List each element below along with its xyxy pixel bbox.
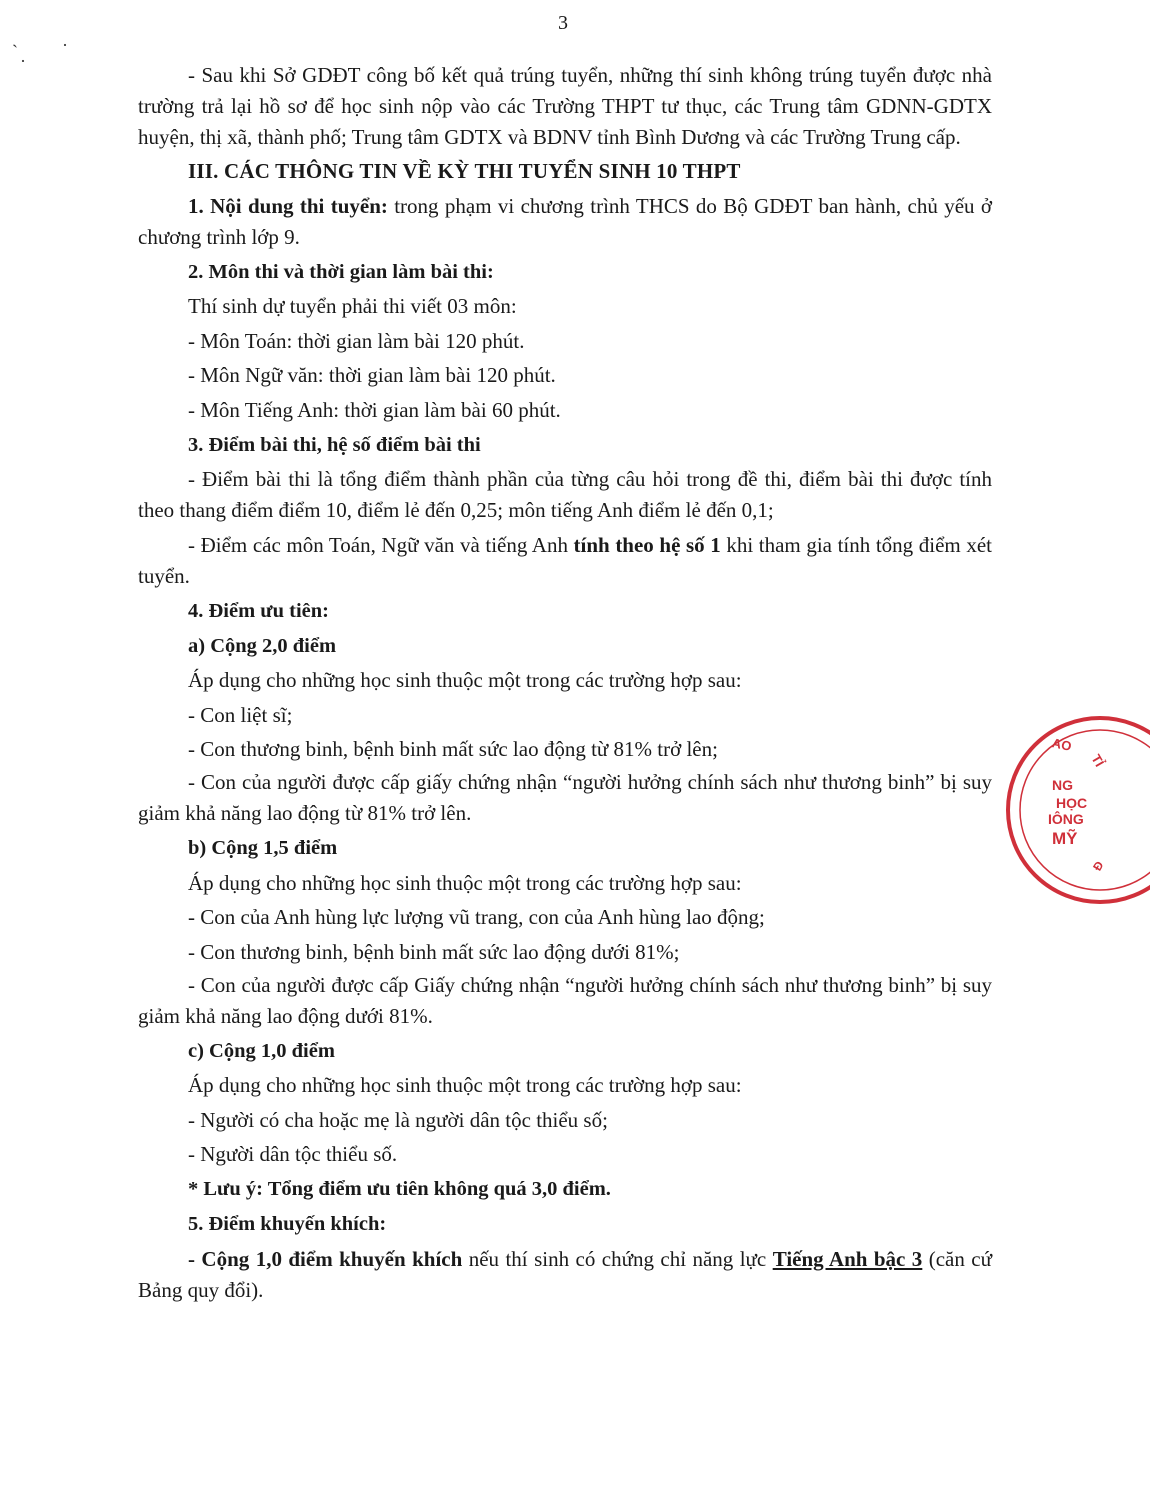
priority-2-intro: Áp dụng cho những học sinh thuộc một trong các trường hợp sau: xyxy=(188,668,742,692)
list-item-literature: - Môn Ngữ văn: thời gian làm bài 120 phút. xyxy=(188,363,556,387)
priority-1-title: c) Cộng 1,0 điểm xyxy=(188,1039,335,1062)
encouragement-text: nếu thí sinh có chứng chỉ năng lực xyxy=(462,1246,773,1271)
exam-subjects-title: 2. Môn thi và thời gian làm bài thi: xyxy=(188,260,494,283)
section-3-title: III. CÁC THÔNG TIN VỀ KỲ THI TUYỂN SINH 10 THPT xyxy=(188,159,741,183)
priority-1-intro: Áp dụng cho những học sinh thuộc một trong các trường hợp sau: xyxy=(188,1073,742,1097)
scan-mark: ˴ xyxy=(12,33,18,53)
list-item: - Con của người được cấp giấy chứng nhận “người hưởng chính sách như thương binh” bị suy giảm khả năng lao động từ 81% trở lên. xyxy=(138,770,992,825)
list-item: - Con liệt sĩ; xyxy=(188,702,293,727)
seal-line-4: MỸ xyxy=(1052,829,1078,848)
exam-content-paragraph xyxy=(138,191,992,253)
list-item-math: - Môn Toán: thời gian làm bài 120 phút. xyxy=(188,328,525,353)
list-item: - Con của Anh hùng lực lượng vũ trang, con của Anh hùng lao động; xyxy=(188,905,765,929)
list-item: - Người dân tộc thiểu số. xyxy=(188,1142,398,1166)
english-level-3: Tiếng Anh bậc 3 xyxy=(772,1246,923,1271)
list-item: - Con thương binh, bệnh binh mất sức lao động dưới 81%; xyxy=(188,939,680,964)
seal-line-1: NG xyxy=(1052,777,1073,793)
priority-points-title: 4. Điểm ưu tiên: xyxy=(188,599,329,622)
encouragement-points-title: 5. Điểm khuyến khích: xyxy=(188,1213,387,1235)
exam-subjects-intro: Thí sinh dự tuyển phải thi viết 03 môn: xyxy=(188,294,517,318)
priority-1-5-title: b) Cộng 1,5 điểm xyxy=(188,837,338,859)
list-item: - Người có cha hoặc mẹ là người dân tộc thiểu số; xyxy=(188,1107,608,1132)
page-number: 3 xyxy=(558,12,568,34)
priority-note: * Lưu ý: Tổng điểm ưu tiên không quá 3,0 điểm. xyxy=(188,1178,611,1200)
scan-dot: · xyxy=(20,51,26,71)
encouragement-tail: (căn cứ Bảng quy đổi). xyxy=(138,1246,993,1302)
seal-arc-left: AO xyxy=(1050,735,1073,754)
seal-arc-bottom: Đ xyxy=(1090,858,1107,874)
priority-1-5-intro: Áp dụng cho những học sinh thuộc một trong các trường hợp sau: xyxy=(188,870,742,895)
list-item-english: - Môn Tiếng Anh: thời gian làm bài 60 phút. xyxy=(188,397,561,422)
scoring-paragraph-1: - Điểm bài thi là tổng điểm thành phần của từng câu hỏi trong đề thi, điểm bài thi được tính theo thang điểm điểm 10, điểm lẻ đến 0,25; môn tiếng Anh điểm lẻ đến 0,1; xyxy=(138,467,992,522)
encouragement-paragraph xyxy=(138,1244,992,1306)
scoring-coefficient: tính theo hệ số 1 xyxy=(573,532,721,557)
scoring-title: 3. Điểm bài thi, hệ số điểm bài thi xyxy=(188,433,481,456)
seal-arc-right: TỈ xyxy=(1088,751,1108,770)
list-item: - Con thương binh, bệnh binh mất sức lao động từ 81% trở lên; xyxy=(188,737,718,761)
encouragement-bold: - Cộng 1,0 điểm khuyến khích xyxy=(188,1246,463,1271)
exam-content-text: trong phạm vi chương trình THCS do Bộ GDĐT ban hành, chủ yếu ở chương trình lớp 9. xyxy=(138,193,992,249)
document-body xyxy=(138,60,992,1306)
paragraph-result-return: - Sau khi Sở GDĐT công bố kết quả trúng tuyển, những thí sinh không trúng tuyển được nhà trường trả lại hồ sơ để học sinh nộp vào các Trường THPT tư thục, các Trung tâm GDNN-GDTX huyện, thị xã, thành phố; Trung tâm GDTX và BDNV tỉnh Bình Dương và các Trường Trung cấp. xyxy=(138,63,992,149)
scan-dot-top: · xyxy=(62,35,68,55)
scoring-text-b: khi tham gia tính tổng điểm xét tuyển. xyxy=(138,532,992,588)
seal-line-3: IÔNG xyxy=(1048,811,1084,827)
scoring-paragraph-2 xyxy=(138,530,992,592)
school-seal xyxy=(990,710,1150,910)
list-item: - Con của người được cấp Giấy chứng nhận “người hưởng chính sách như thương binh” bị suy giảm khả năng lao động dưới 81%. xyxy=(138,972,992,1028)
seal-line-2: HỌC xyxy=(1056,795,1088,811)
priority-2-title: a) Cộng 2,0 điểm xyxy=(188,634,337,657)
scoring-text-a: - Điểm các môn Toán, Ngữ văn và tiếng Anh xyxy=(188,532,574,557)
exam-content-label: 1. Nội dung thi tuyển: xyxy=(188,193,388,218)
